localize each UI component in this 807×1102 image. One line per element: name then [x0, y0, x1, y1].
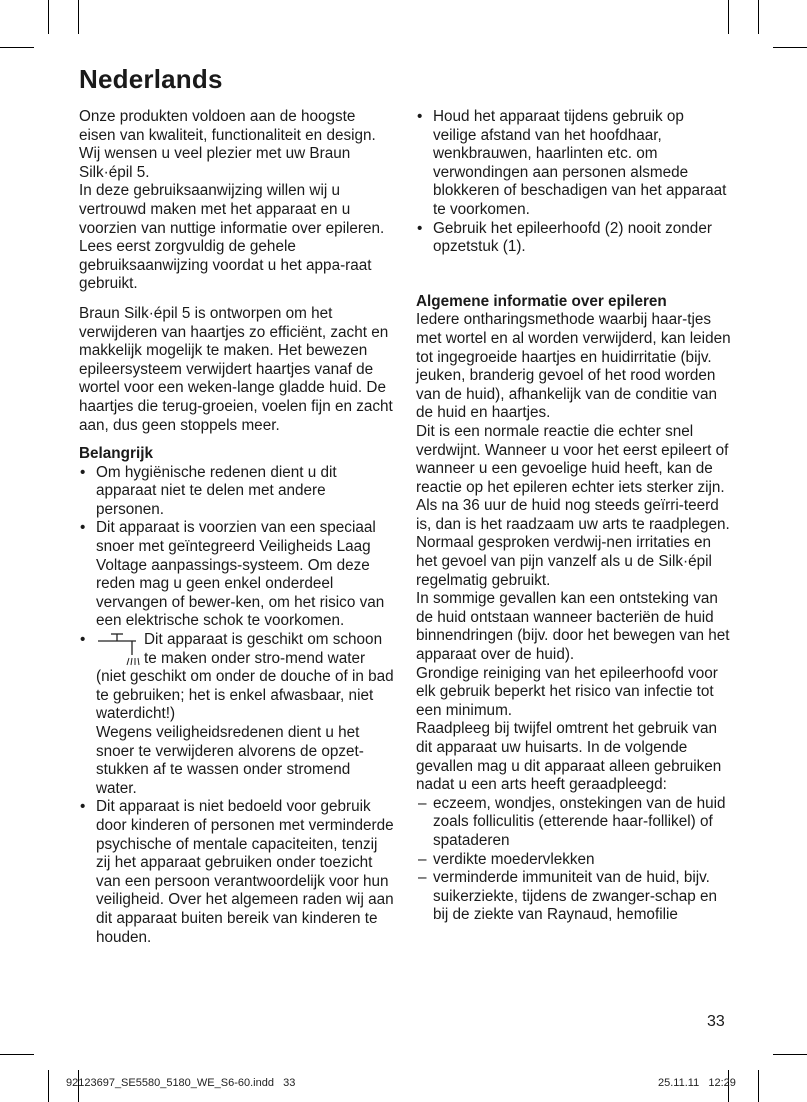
list-item — [416, 220, 731, 257]
list-item-text: verminderde immuniteit van de huid, bijv. suikerziekte, tijdens de zwanger-schap en bij de ziekte van Raynaud, hemofilie — [433, 869, 717, 924]
list-item — [79, 631, 395, 798]
bullet-mark: • — [417, 219, 423, 237]
crop-mark — [48, 1070, 49, 1102]
list-item — [79, 519, 395, 631]
list-item-text: Gebruik het epileerhoofd (2) nooit zonder opzetstuk (1). — [433, 219, 712, 256]
bullet-mark: • — [80, 798, 86, 816]
conditions-list — [416, 795, 731, 925]
list-item — [416, 108, 731, 220]
general-paragraph: Dit is een normale reactie die echter snel verdwijnt. Wanneer u voor het eerst epileert of wanneer u een gevoelige huid heeft, kan de reactie op het epileren echter iets sterker zijn. — [416, 422, 729, 496]
right-column — [416, 108, 731, 925]
list-item — [416, 795, 731, 851]
list-item-text: Wegens veiligheidsredenen dient u het snoer te verwijderen alvorens de opzet-stukken af te wassen onder stromend water. — [96, 724, 364, 797]
safety-list — [416, 108, 731, 257]
crop-mark — [728, 0, 729, 34]
dash-mark: – — [418, 850, 427, 868]
print-slug-file: 92123697_SE5580_5180_WE_S6-60.indd 33 — [66, 1077, 296, 1089]
list-item — [79, 464, 395, 520]
general-paragraph: Grondige reiniging van het epileerhoofd voor elk gebruik beperkt het risico van infectie tot een minimum. — [416, 664, 718, 719]
list-item-text: eczeem, wondjes, onstekingen van de huid zoals folliculitis (etterende haar-follikel) of spataderen — [433, 794, 726, 849]
intro-paragraph: Onze produkten voldoen aan de hoogste eisen van kwaliteit, functionaliteit en design. Wij wensen u veel plezier met uw Braun Silk·épil 5. — [79, 108, 376, 181]
print-slug-date: 25.11.11 12:29 — [658, 1077, 736, 1089]
page-number: 33 — [707, 1013, 725, 1030]
water-tap-icon — [96, 631, 140, 667]
left-column — [79, 108, 395, 947]
dash-mark: – — [418, 869, 427, 887]
list-item-text: Om hygiënische redenen dient u dit apparaat niet te delen met andere personen. — [96, 463, 337, 518]
list-item — [79, 798, 395, 947]
crop-mark — [773, 47, 807, 48]
general-paragraph: In sommige gevallen kan een ontsteking van de huid ontstaan wanneer bacteriën de huid binnendringen (bijv. door het bewegen van het apparaat over de huid). — [416, 590, 730, 664]
list-item-text: Dit apparaat is niet bedoeld voor gebruik door kinderen of personen met verminderde psychische of mentale capaciteiten, tenzij zij het apparaat gebruiken onder toezicht van een persoon verantwoordelijk voor hun veiligheid. Over het algemeen raden wij aan dit apparaat buiten bereik van kinderen te houden. — [96, 798, 394, 946]
crop-mark — [0, 1054, 34, 1055]
list-item-text: Dit apparaat is voorzien van een speciaal snoer met geïntegreerd Veiligheids Laag Voltage aanpassings-systeem. Om deze reden mag u geen enkel onderdeel vervangen of bewer-ken, om het risico van een elektrische schok te voorkomen. — [96, 519, 385, 630]
crop-mark — [773, 1054, 807, 1055]
list-item-text: Dit apparaat is geschikt om schoon te maken onder stro-mend water (niet geschikt om onder de douche of in bad te gebruiken; het is enkel afwasbaar, niet waterdicht!) — [96, 631, 394, 723]
list-item — [416, 851, 731, 870]
crop-mark — [78, 0, 79, 34]
crop-mark — [48, 0, 49, 34]
general-paragraph: Raadpleeg bij twijfel omtrent het gebruik van dit apparaat uw huisarts. In de volgende gevallen mag u dit apparaat alleen gebruiken nadat u een arts heeft geraadpleegd: — [416, 720, 722, 794]
general-paragraph: Als na 36 uur de huid nog steeds geïrri-teerd is, dan is het raadzaam uw arts te raadplegen. Normaal gesproken verdwij-nen irritaties en het gevoel van pijn vanzelf als u de Silk·épil regelmatig gebruikt. — [416, 497, 730, 589]
crop-mark — [0, 47, 34, 48]
important-heading: Belangrijk — [79, 445, 153, 463]
important-list — [79, 464, 395, 947]
bullet-mark: • — [80, 631, 86, 649]
bullet-mark: • — [417, 108, 423, 125]
bullet-mark: • — [80, 463, 86, 481]
intro-paragraph-2: In deze gebruiksaanwijzing willen wij u vertrouwd maken met het apparaat en u voorzien van nuttige informatie over epileren. Lees eerst zorgvuldig de gehele gebruiksaanwijzing voordat u het appa-raat gebruikt. — [79, 182, 385, 293]
crop-mark — [758, 0, 759, 34]
crop-mark — [758, 1070, 759, 1102]
general-paragraph: Iedere ontharingsmethode waarbij haar-tjes met wortel en al worden verwijderd, kan leiden tot ingegroeide haartjes en huidirritatie (bijv. jeuken, branderig gevoel of het rood worden van de huid), afhankelijk van de conditie van de huid en haartjes. — [416, 311, 731, 422]
dash-mark: – — [418, 794, 427, 812]
list-item — [416, 869, 731, 925]
page-title: Nederlands — [79, 64, 223, 94]
general-info-heading: Algemene informatie over epileren — [416, 292, 667, 310]
bullet-mark: • — [80, 519, 86, 537]
product-description: Braun Silk·épil 5 is ontworpen om het verwijderen van haartjes zo efficiënt, zacht en makkelijk mogelijk te maken. Het bewezen epileersysteem verwijdert haartjes vanaf de wortel voor een weken-lange gladde huid. De haartjes die terug-groeien, voelen fijn en zacht aan, dus geen stoppels meer. — [79, 304, 393, 434]
list-item-text: Houd het apparaat tijdens gebruik op veilige afstand van het hoofdhaar, wenkbrauwen, haarlinten etc. om verwondingen aan personen alsmede blokkeren of beschadigen van het apparaat te voorkomen. — [433, 108, 727, 218]
list-item-text: verdikte moedervlekken — [433, 850, 595, 868]
